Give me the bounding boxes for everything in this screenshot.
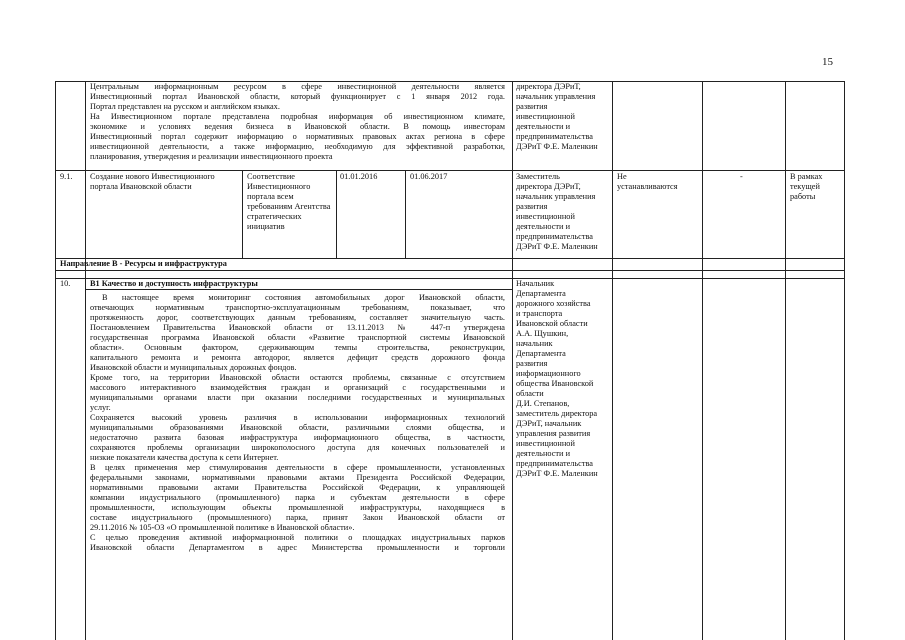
desc-line: Постановлением Правительства Ивановской области от 13.11.2013 № 447-п утверждена	[90, 323, 505, 332]
result-line: Соответствие	[247, 172, 295, 181]
responsible-line: общества Ивановской	[516, 379, 594, 388]
desc-line: На Инвестиционном портале представлена подробная информация об инвестиционном климате,	[90, 112, 505, 121]
desc-line: Ивановской области Департаментом в адрес Министерства промышленности и торговли	[90, 543, 505, 552]
responsible-line: предпринимательства	[516, 459, 593, 468]
desc-line: компании индустриального (промышленного) парка и субъектам деятельности в сфере	[90, 493, 505, 502]
result-line: Инвестиционного	[247, 182, 311, 191]
responsible-line: развития	[516, 102, 548, 111]
desc-line: нормативными правовыми актами Правительства Российской Федерации, к управляющей	[90, 483, 505, 492]
row-title: В1 Качество и доступность инфраструктуры	[90, 279, 258, 288]
desc-line: капитального ремонта и ремонта автодорог, является дефицит средств дорожного фонда	[90, 353, 505, 362]
responsible-line: и транспорта	[516, 309, 563, 318]
desc-line: сохраняются проблемы организации широкополосного доступа для конечных пользователей и	[90, 443, 505, 452]
responsible-line: директора ДЭРиТ,	[516, 82, 581, 91]
note-line: текущей	[790, 182, 820, 191]
responsible-line: деятельности и	[516, 449, 571, 458]
action-line: портала Ивановской области	[90, 182, 192, 191]
funding-line: Не	[617, 172, 627, 181]
page-number: 15	[822, 56, 833, 68]
responsible-line: Заместитель	[516, 172, 560, 181]
desc-line: области». Основным фактором, сдерживающим темпы строительства, реконструкции,	[90, 343, 505, 352]
row-number: 9.1.	[60, 172, 73, 181]
responsible-line: Начальник	[516, 279, 555, 288]
desc-line: 29.11.2016 № 105-ОЗ «О промышленной политике в Ивановской области».	[90, 523, 355, 532]
responsible-line: ДЭРиТ Ф.Е. Маленкин	[516, 242, 598, 251]
responsible-line: деятельности и	[516, 122, 571, 131]
responsible-line: Ивановской области	[516, 319, 588, 328]
responsible-line: Департамента	[516, 289, 566, 298]
desc-line: С целью проведения активной информационной политики о площадках индустриальных парков	[90, 533, 505, 542]
action-line: Создание нового Инвестиционного	[90, 172, 215, 181]
responsible-line: начальник	[516, 339, 553, 348]
responsible-line: развития	[516, 202, 548, 211]
responsible-line: А.А. Щушкин,	[516, 329, 569, 338]
start-date: 01.01.2016	[340, 172, 378, 181]
responsible-line: Д.И. Степанов,	[516, 399, 570, 408]
responsible-line: инвестиционной	[516, 112, 575, 121]
responsible-line: инвестиционной	[516, 439, 575, 448]
responsible-line: ДЭРиТ Ф.Е. Маленкин	[516, 142, 598, 151]
desc-line: Ивановской области и муниципальных дорожных фондов.	[90, 363, 297, 372]
desc-line: Сохраняется высокий уровень различия в использовании информационных технологий	[90, 413, 505, 422]
desc-line: федеральными законами, нормативными правовыми актами Президента Российской Федерации,	[90, 473, 505, 482]
responsible-line: развития	[516, 359, 548, 368]
responsible-line: дорожного хозяйства	[516, 299, 591, 308]
desc-line: экономике и условиях ведения бизнеса в Ивановской области. В помощь инвесторам	[90, 122, 505, 131]
desc-line: планирования, утверждения и реализации инвестиционного проекта	[90, 152, 333, 161]
dash-cell: -	[740, 172, 743, 181]
desc-line: Инвестиционный портал Ивановской области, который функционирует с 1 января 2012 года.	[90, 92, 505, 101]
responsible-line: ДЭРиТ, начальник	[516, 419, 582, 428]
desc-line: низкие показатели качества доступа к сети Интернет.	[90, 453, 279, 462]
responsible-line: заместитель директора	[516, 409, 598, 418]
note-line: В рамках	[790, 172, 823, 181]
responsible-line: управления развития	[516, 429, 591, 438]
desc-line: массового интерактивного взаимодействия граждан и организаций с государственными и	[90, 383, 505, 392]
desc-line: Центральным информационным ресурсом в сфере инвестиционной деятельности является	[90, 82, 505, 91]
desc-line: протяженность дорог, соответствующих данным требованиям, составляет значительную часть.	[90, 313, 505, 322]
responsible-line: директора ДЭРиТ,	[516, 182, 581, 191]
desc-line: услуг.	[90, 403, 111, 412]
result-line: портала всем	[247, 192, 294, 201]
responsible-line: начальник управления	[516, 192, 596, 201]
result-line: требованиям Агентства	[247, 202, 331, 211]
result-line: стратегических	[247, 212, 302, 221]
desc-line: муниципальными органами власти при оказании последними государственных и муниципальных	[90, 393, 505, 402]
responsible-line: Департамента	[516, 349, 566, 358]
desc-line: В настоящее время мониторинг состояния автомобильных дорог Ивановской области,	[102, 293, 505, 302]
note-line: работы	[790, 192, 816, 201]
desc-line: государственная программа Ивановской области «Развитие транспортной системы Ивановской	[90, 333, 505, 342]
desc-line: В целях применения мер стимулирования деятельности в сфере промышленности, установленных	[90, 463, 505, 472]
desc-line: недостаточно развита базовая инфраструктура информационного общества, в частности,	[90, 433, 505, 442]
row-number: 10.	[60, 279, 71, 288]
responsible-line: предпринимательства	[516, 232, 593, 241]
desc-line: отвечающих нормативным транспортно-эксплуатационным требованиям, показывает, что	[90, 303, 505, 312]
responsible-line: начальник управления	[516, 92, 596, 101]
responsible-line: инвестиционной	[516, 212, 575, 221]
section-heading: Направление В - Ресурсы и инфраструктура	[60, 259, 227, 268]
desc-line: Портал представлен на русском и английском языках.	[90, 102, 280, 111]
desc-line: муниципальными образованиями Ивановской области, различными слоями общества, и	[90, 423, 505, 432]
funding-line: устанавливаются	[617, 182, 678, 191]
desc-line: Инвестиционный портал содержит информацию о нормативных правовых актах региона в сфере	[90, 132, 505, 141]
desc-line: Кроме того, на территории Ивановской области остаются проблемы, связанные с отсутствием	[90, 373, 505, 382]
desc-line: инвестиционной деятельности, а также информацию, необходимую для эффективной разработки,	[90, 142, 505, 151]
desc-line: составе индустриального (промышленного) парка, принят Закон Ивановской области от	[90, 513, 505, 522]
responsible-line: предпринимательства	[516, 132, 593, 141]
end-date: 01.06.2017	[410, 172, 448, 181]
responsible-line: информационного	[516, 369, 581, 378]
desc-line: промышленности, использующим объекты промышленной инфраструктуры, находящиеся в	[90, 503, 505, 512]
responsible-line: области	[516, 389, 544, 398]
responsible-line: ДЭРиТ Ф.Е. Маленкин	[516, 469, 598, 478]
responsible-line: деятельности и	[516, 222, 571, 231]
result-line: инициатив	[247, 222, 285, 231]
